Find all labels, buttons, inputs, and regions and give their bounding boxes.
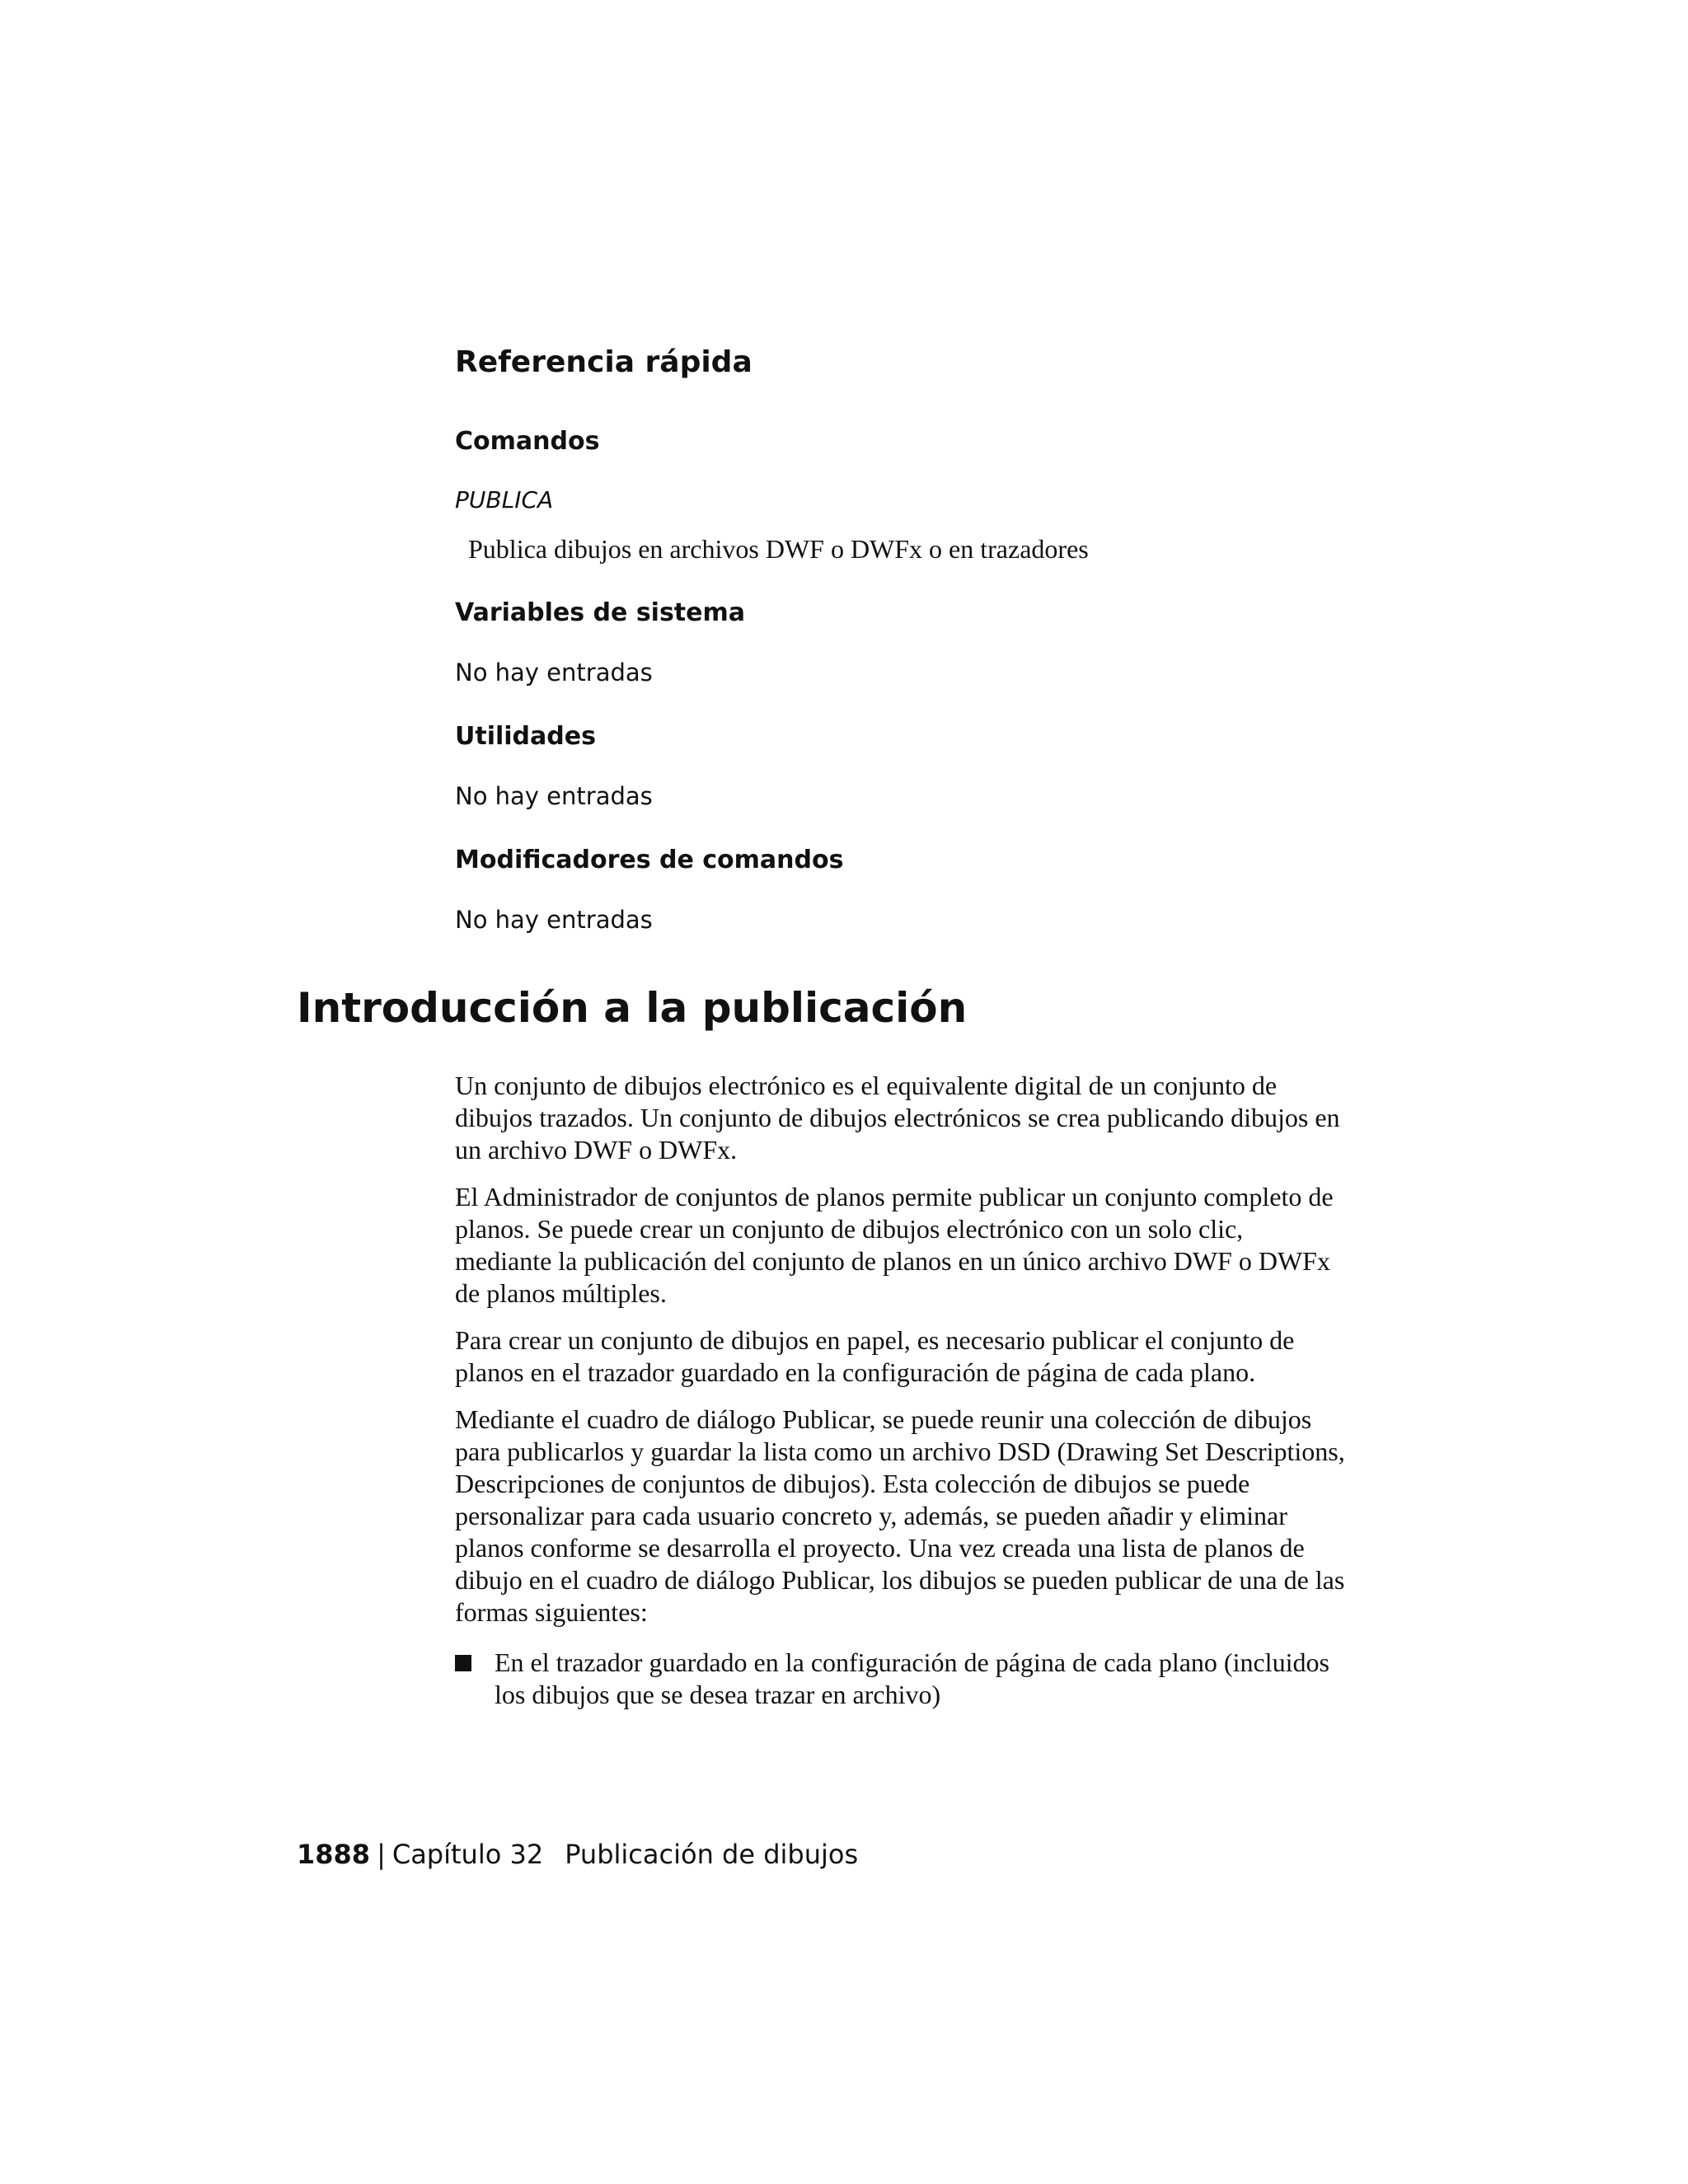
paragraph: Un conjunto de dibujos electrónico es el equivalente digital de un conjunto de dibujos trazados. Un conjunto de dibujos electrónicos se crea publicando dibujos en un archivo DWF o DWFx.	[455, 1071, 1340, 1165]
system-variables-text: No hay entradas	[455, 658, 653, 687]
section-title: Introducción a la publicación	[297, 984, 968, 1032]
bullet-list	[455, 1647, 1345, 1711]
square-bullet-icon	[455, 1655, 471, 1671]
utilities-text: No hay entradas	[455, 782, 653, 810]
chapter-title: Publicación de dibujos	[565, 1839, 859, 1870]
paragraph: Para crear un conjunto de dibujos en papel, es necesario publicar el conjunto de planos en el trazador guardado en la configuración de página de cada plano.	[455, 1325, 1295, 1387]
section-body	[455, 1070, 1345, 1711]
page-number: 1888	[297, 1839, 371, 1870]
command-modifiers-heading: Modificadores de comandos	[455, 846, 844, 874]
list-item	[455, 1647, 1345, 1711]
quick-reference-title: Referencia rápida	[455, 345, 753, 379]
list-item-text: En el trazador guardado en la configuración de página de cada plano (incluidos los dibujos que se desea trazar en archivo)	[495, 1647, 1329, 1709]
commands-heading: Comandos	[455, 427, 600, 456]
command-description: Publica dibujos en archivos DWF o DWFx o en trazadores	[468, 534, 1089, 564]
system-variables-heading: Variables de sistema	[455, 598, 746, 627]
paragraph: Mediante el cuadro de diálogo Publicar, se puede reunir una colección de dibujos para publicarlos y guardar la lista como un archivo DSD (Drawing Set Descriptions, Descripciones de conjuntos de dibujos). Esta colección de dibujos se puede personalizar para cada usuario concreto y, además, se pueden añadir y eliminar planos conforme se desarrolla el proyecto. Una vez creada una lista de planos de dibujo en el cuadro de diálogo Publicar, los dibujos se pueden publicar de una de las formas siguientes:	[455, 1404, 1345, 1627]
chapter-label: Capítulo 32	[392, 1839, 544, 1870]
page-footer	[297, 1835, 858, 1874]
footer-separator: |	[377, 1839, 386, 1870]
paragraph: El Administrador de conjuntos de planos permite publicar un conjunto completo de planos. Se puede crear un conjunto de dibujos electrónico con un solo clic, mediante la publicación del conjunto de planos en un único archivo DWF o DWFx de planos múltiples.	[455, 1182, 1334, 1308]
quick-reference	[455, 340, 1362, 940]
command-modifiers-text: No hay entradas	[455, 906, 653, 934]
command-name: PUBLICA	[455, 486, 554, 513]
utilities-heading: Utilidades	[455, 722, 596, 751]
